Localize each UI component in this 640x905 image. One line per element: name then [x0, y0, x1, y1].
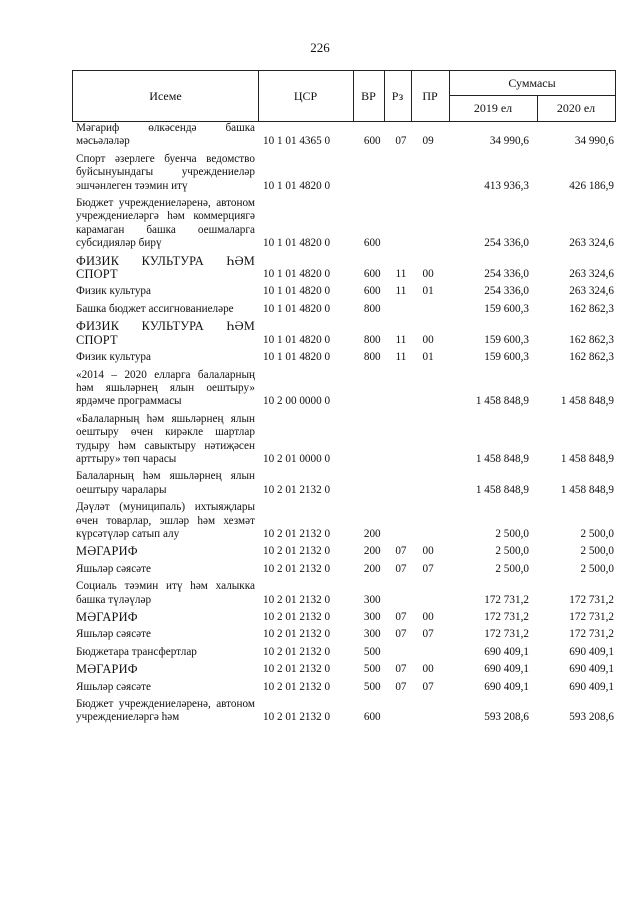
row-sum-2020: 34 990,6	[574, 135, 614, 148]
row-sum-2020: 690 409,1	[569, 680, 614, 693]
row-pr: 01	[422, 351, 434, 364]
row-csr: 10 2 01 2132 0	[262, 593, 331, 606]
row-pr: 00	[422, 545, 434, 558]
table-row	[72, 413, 616, 467]
row-sum-2020: 690 409,1	[569, 645, 614, 658]
table-row	[72, 470, 616, 497]
row-vr: 300	[363, 611, 381, 623]
row-sum-2020: 1 458 848,9	[560, 452, 614, 465]
row-vr: 600	[363, 285, 381, 298]
row-name: Яшьләр сәясәте	[76, 680, 151, 693]
row-pr: 09	[422, 135, 434, 148]
row-name: МӘГАРИФ	[76, 544, 138, 559]
row-sum-2019: 172 731,2	[484, 611, 529, 623]
table-row	[72, 545, 616, 558]
row-csr: 10 1 01 4820 0	[262, 179, 331, 192]
table-row	[72, 285, 616, 298]
row-sum-2019: 690 409,1	[484, 663, 529, 676]
row-sum-2020: 263 324,6	[569, 268, 614, 281]
row-name: ФИЗИК КУЛЬТУРА ҺӘМ СПОРТ	[76, 319, 255, 347]
page-number: 226	[310, 40, 330, 55]
row-rz: 11	[395, 268, 407, 281]
row-sum-2019: 1 458 848,9	[475, 452, 529, 465]
row-pr: 07	[422, 562, 434, 575]
row-csr: 10 1 01 4820 0	[262, 351, 331, 364]
row-pr: 00	[422, 333, 434, 346]
table-row	[72, 681, 616, 694]
row-sum-2019: 2 500,0	[495, 545, 529, 558]
row-sum-2020: 593 208,6	[569, 711, 614, 724]
header-sums: Суммасы	[449, 71, 615, 96]
row-csr: 10 2 01 2132 0	[262, 527, 331, 540]
row-vr: 600	[363, 237, 381, 250]
row-name: МӘГАРИФ	[76, 610, 138, 624]
row-sum-2019: 172 731,2	[484, 628, 529, 641]
row-name: «2014 – 2020 елларга балаларның һәм яшьләрнең ялын оештыру» ярдәмче программасы	[76, 368, 255, 408]
row-name: МӘГАРИФ	[76, 662, 138, 677]
row-csr: 10 1 01 4820 0	[262, 333, 331, 346]
row-name: Физик культура	[76, 285, 151, 298]
row-vr: 500	[363, 645, 381, 658]
row-rz: 07	[395, 663, 407, 676]
row-csr: 10 2 01 2132 0	[262, 545, 331, 558]
row-sum-2020: 162 862,3	[569, 333, 614, 346]
row-sum-2019: 34 990,6	[489, 135, 529, 148]
row-name: Бюджет учреждениеләренә, автоном учреждениеләргә һәм	[76, 698, 255, 724]
row-vr: 500	[363, 680, 381, 693]
table-row	[72, 303, 616, 316]
header-pr: ПР	[411, 71, 450, 121]
header-csr: ЦСР	[258, 71, 354, 121]
row-sum-2019: 159 600,3	[484, 302, 529, 315]
row-rz: 07	[395, 135, 407, 148]
table-row	[72, 153, 616, 193]
row-csr: 10 1 01 4365 0	[262, 135, 331, 148]
row-sum-2020: 1 458 848,9	[560, 483, 614, 496]
row-name: Спорт әзерлеге буенча ведомство буйсынуындагы учреждениеләр эшчәнлеген тәэмин итү	[76, 152, 255, 192]
row-name: Балаларның һәм яшьләрнең ялын оештыру чаралары	[76, 470, 255, 496]
header-year-2020: 2020 ел	[556, 100, 596, 115]
row-rz: 07	[395, 562, 407, 575]
row-sum-2019: 254 336,0	[484, 285, 529, 298]
row-pr: 00	[422, 663, 434, 676]
row-rz: 11	[395, 333, 407, 346]
row-sum-2019: 593 208,6	[484, 711, 529, 724]
row-sum-2020: 690 409,1	[569, 663, 614, 676]
row-sum-2019: 159 600,3	[484, 351, 529, 364]
row-csr: 10 1 01 4820 0	[262, 302, 331, 315]
row-csr: 10 1 01 4820 0	[262, 285, 331, 298]
row-sum-2020: 263 324,6	[569, 285, 614, 298]
row-csr: 10 2 01 0000 0	[262, 452, 331, 465]
header-name: Исеме	[73, 71, 259, 121]
row-vr: 300	[363, 628, 381, 641]
table-row	[72, 369, 616, 409]
table-row	[72, 663, 616, 676]
row-name: Физик культура	[76, 351, 151, 364]
row-name: Яшьләр сәясәте	[76, 628, 151, 641]
row-csr: 10 1 01 4820 0	[262, 268, 331, 281]
row-csr: 10 2 01 2132 0	[262, 483, 331, 496]
row-sum-2020: 2 500,0	[580, 545, 614, 558]
table-header	[72, 70, 616, 122]
row-name: Социаль тәэмин итү һәм халыкка башка түләүләр	[76, 580, 255, 606]
row-name: Яшьләр сәясәте	[76, 562, 151, 575]
row-vr: 200	[363, 545, 381, 558]
row-name: Башка бюджет ассигнованиеләре	[76, 302, 234, 315]
table-row	[72, 255, 616, 282]
row-name: ФИЗИК КУЛЬТУРА ҺӘМ СПОРТ	[76, 253, 255, 282]
row-csr: 10 2 01 2132 0	[262, 611, 331, 623]
row-sum-2020: 172 731,2	[569, 628, 614, 641]
table-row	[72, 563, 616, 576]
row-sum-2020: 162 862,3	[569, 351, 614, 364]
row-rz: 07	[395, 628, 407, 641]
row-rz: 07	[395, 680, 407, 693]
row-sum-2019: 1 458 848,9	[475, 395, 529, 408]
row-name: Бюджетара трансфертлар	[76, 645, 197, 658]
table-row	[72, 698, 616, 725]
row-vr: 200	[363, 527, 381, 540]
row-sum-2020: 172 731,2	[569, 611, 614, 623]
row-sum-2019: 254 336,0	[484, 268, 529, 281]
row-vr: 300	[363, 593, 381, 606]
row-rz: 07	[395, 611, 407, 623]
header-year-2019: 2019 ел	[449, 95, 538, 121]
row-sum-2019: 159 600,3	[484, 333, 529, 346]
header-rz: Рз	[384, 71, 412, 121]
row-vr: 800	[363, 351, 381, 364]
table-row	[72, 320, 616, 347]
row-vr: 500	[363, 663, 381, 676]
row-pr: 00	[422, 268, 434, 281]
row-csr: 10 2 01 2132 0	[262, 711, 331, 724]
row-sum-2019: 172 731,2	[484, 593, 529, 606]
table-row	[72, 122, 616, 149]
row-pr: 01	[422, 285, 434, 298]
row-csr: 10 2 01 2132 0	[262, 562, 331, 575]
row-vr: 200	[363, 562, 381, 575]
row-csr: 10 2 01 2132 0	[262, 645, 331, 658]
table-row	[72, 501, 616, 541]
row-sum-2019: 2 500,0	[495, 562, 529, 575]
row-vr: 600	[363, 268, 381, 281]
row-sum-2020: 2 500,0	[580, 527, 614, 540]
table-row	[72, 351, 616, 364]
table-row	[72, 611, 616, 624]
row-pr: 07	[422, 628, 434, 641]
row-csr: 10 2 01 2132 0	[262, 628, 331, 641]
row-csr: 10 1 01 4820 0	[262, 237, 331, 250]
row-sum-2019: 1 458 848,9	[475, 483, 529, 496]
budget-table	[72, 70, 616, 725]
row-rz: 07	[395, 545, 407, 558]
row-name: Бюджет учреждениеләренә, автоном учреждениеләргә һәм коммерциягә карамаган башка оешмаларга субсидияләр бирү	[76, 197, 255, 250]
header-vr: ВР	[353, 71, 385, 121]
table-row	[72, 580, 616, 607]
table-row	[72, 646, 616, 659]
row-vr: 800	[363, 333, 381, 346]
row-rz: 11	[395, 351, 407, 364]
row-vr: 800	[363, 302, 381, 315]
row-sum-2019: 2 500,0	[495, 527, 529, 540]
row-sum-2020: 2 500,0	[580, 562, 614, 575]
row-sum-2020: 1 458 848,9	[560, 395, 614, 408]
row-sum-2019: 254 336,0	[484, 237, 529, 250]
row-sum-2020: 172 731,2	[569, 593, 614, 606]
row-csr: 10 2 00 0000 0	[262, 395, 331, 408]
row-name: «Балаларның һәм яшьләрнең ялын оештыру өчен кирәкле шартлар тудыру һәм савыктыру нәтиҗәсен арттыру» төп чарасы	[76, 412, 255, 465]
row-sum-2020: 162 862,3	[569, 302, 614, 315]
row-rz: 11	[395, 285, 407, 298]
row-name: Мәгариф өлкәсендә башка мәсьәләләр	[76, 122, 255, 148]
row-name: Дәүләт (муниципаль) ихтыяҗлары өчен товарлар, эшләр һәм хезмәт күрсәтүләр сатып алу	[76, 501, 255, 540]
table-row	[72, 628, 616, 641]
row-sum-2020: 426 186,9	[569, 179, 614, 192]
row-vr: 600	[363, 711, 381, 724]
row-pr: 07	[422, 680, 434, 693]
row-csr: 10 2 01 2132 0	[262, 680, 331, 693]
row-csr: 10 2 01 2132 0	[262, 663, 331, 676]
row-sum-2019: 690 409,1	[484, 680, 529, 693]
row-pr: 00	[422, 611, 434, 623]
row-vr: 600	[363, 135, 381, 148]
table-row	[72, 197, 616, 251]
row-sum-2019: 413 936,3	[484, 179, 529, 192]
row-sum-2019: 690 409,1	[484, 645, 529, 658]
row-sum-2020: 263 324,6	[569, 237, 614, 250]
table-body	[72, 122, 616, 725]
